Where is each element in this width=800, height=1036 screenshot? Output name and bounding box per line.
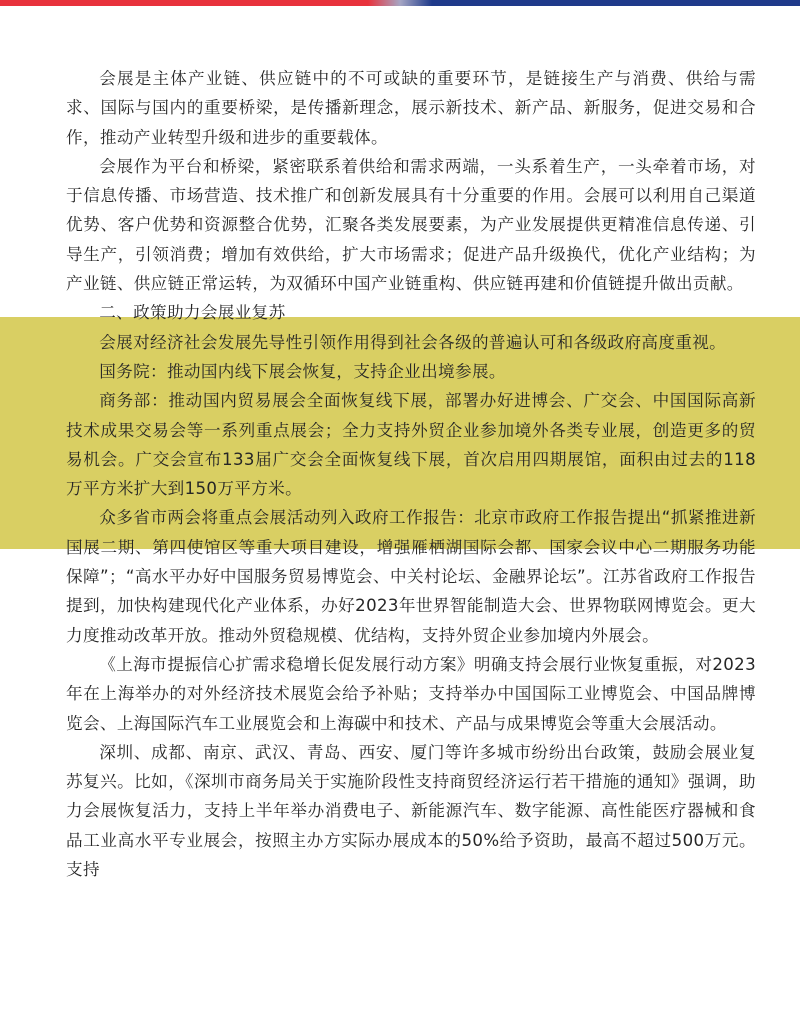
paragraph-exhibition-role: 会展是主体产业链、供应链中的不可或缺的重要环节，是链接生产与消费、供给与需求、国际与国内的重要桥梁，是传播新理念，展示新技术、新产品、新服务，促进交易和合作，推动产业转型升级和进步的重要载体。 — [66, 69, 756, 147]
paragraph-shanghai-plan: 《上海市提振信心扩需求稳增长促发展行动方案》明确支持会展行业恢复重振，对2023年在上海举办的对外经济技术展览会给予补贴；支持举办中国国际工业博览会、中国品牌博览会、上海国际汽车工业展览会和上海碳中和技术、产品与成果博览会等重大会展活动。 — [66, 654, 756, 733]
section-heading: 二、政策助力会展业复苏 — [99, 303, 286, 323]
paragraph-policy-intro: 会展对经济社会发展先导性引领作用得到社会各级的普遍认可和各级政府高度重视。 — [99, 332, 727, 352]
paragraph-commerce-ministry: 商务部：推动国内贸易展会全面恢复线下展，部署办好进博会、广交会、中国国际高新技术成果交易会等一系列重点展会；全力支持外贸企业参加境外各类专业展，创造更多的贸易机会。广交会宣布133届广交会全面恢复线下展，首次启用四期展馆，面积由过去的118万平方米扩大到150万平方米。 — [66, 391, 756, 499]
paragraph-city-policies: 深圳、成都、南京、武汉、青岛、西安、厦门等许多城市纷纷出台政策，鼓励会展业复苏复兴。比如，《深圳市商务局关于实施阶段性支持商贸经济运行若干措施的通知》强调，助力会展恢复活力，支持上半年举办消费电子、新能源汽车、数字能源、高性能医疗器械和食品工业高水平专业展会，按照主办方实际办展成本的50%给予资助，最高不超过500万元。支持 — [66, 742, 756, 880]
paragraph-state-council: 国务院：推动国内线下展会恢复，支持企业出境参展。 — [99, 361, 506, 381]
document-body — [66, 64, 756, 884]
paragraph-provincial-reports: 众多省市两会将重点会展活动列入政府工作报告：北京市政府工作报告提出“抓紧推进新国展二期、第四使馆区等重大项目建设，增强雁栖湖国际会都、国家会议中心二期服务功能保障”；“高水平办好中国服务贸易博览会、中关村论坛、金融界论坛”。江苏省政府工作报告提到，加快构建现代化产业体系，办好2023年世界智能制造大会、世界物联网博览会。更大力度推动改革开放。推动外贸稳规模、优结构，支持外贸企业参加境内外展会。 — [66, 508, 756, 645]
paragraph-exhibition-platform: 会展作为平台和桥梁，紧密联系着供给和需求两端，一头系着生产，一头牵着市场，对于信息传播、市场营造、技术推广和创新发展具有十分重要的作用。会展可以利用自己渠道优势、客户优势和资源整合优势，汇聚各类发展要素，为产业发展提供更精准信息传递、引导生产，引领消费；增加有效供给，扩大市场需求；促进产品升级换代，优化产业结构；为产业链、供应链正常运转，为双循环中国产业链重构、供应链再建和价值链提升做出贡献。 — [66, 156, 756, 294]
policy-section — [66, 298, 756, 503]
top-color-bar — [0, 0, 800, 6]
